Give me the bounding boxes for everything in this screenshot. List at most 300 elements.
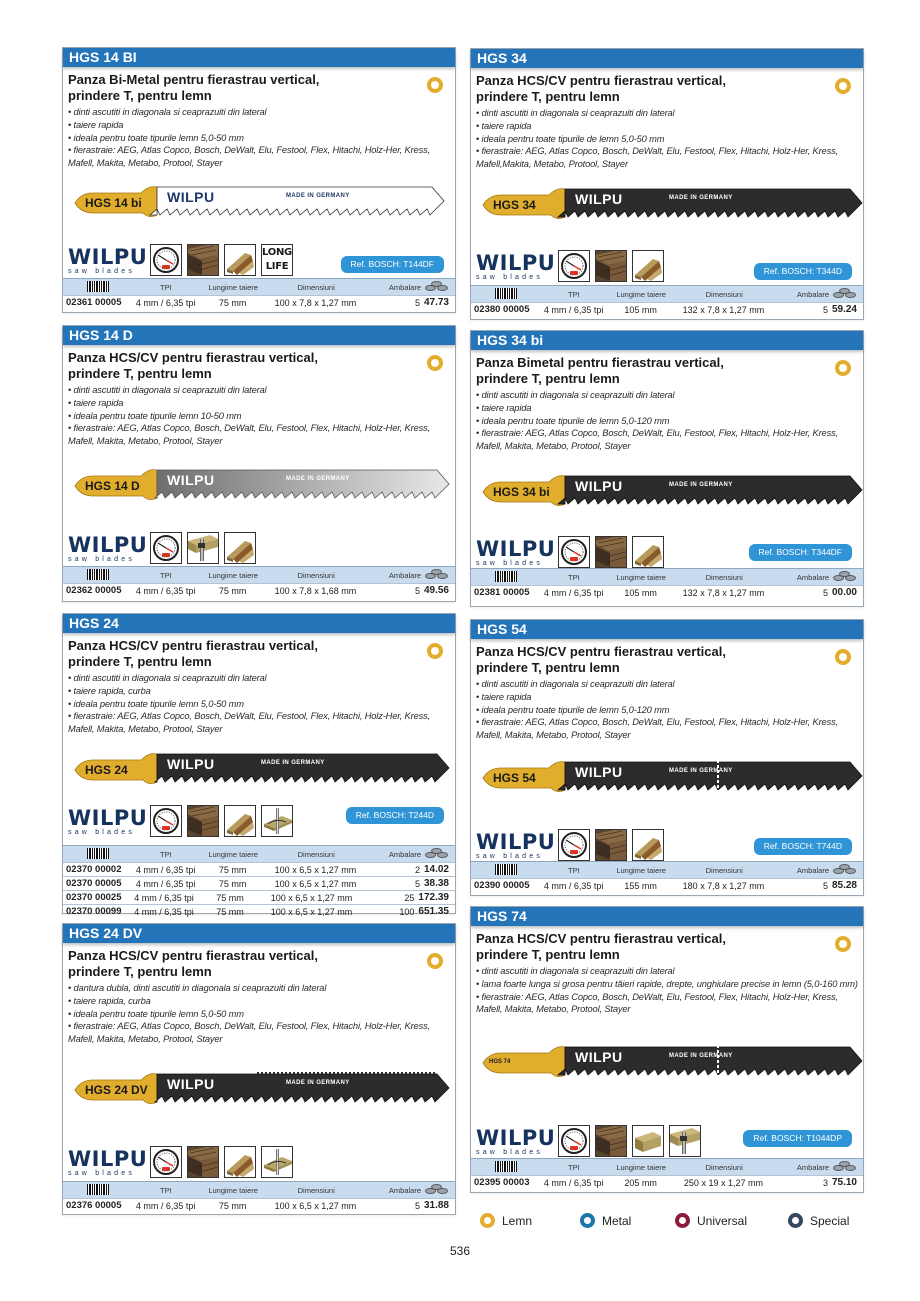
blade-brand-logo: WILPU: [575, 764, 623, 780]
legend-label: Lemn: [502, 1213, 533, 1228]
coins-price-icon: [425, 281, 449, 292]
product-table: [63, 845, 455, 918]
feature-item: • ideala pentru toate tipurile de lemn 5,0-120 mm: [476, 704, 670, 715]
made-in-germany-text: MADE IN GERMANY: [286, 1080, 350, 1086]
curve-icon: [261, 805, 293, 837]
packaging-value: 5: [822, 587, 828, 598]
blade-label: HGS 74: [489, 1059, 511, 1065]
wood-end-icon: [187, 805, 219, 837]
product-title-line-1: Panza HCS/CV pentru fierastrau vertical,: [68, 638, 318, 653]
curve-icon: [261, 1146, 293, 1178]
product-code-header: HGS 34 bi: [471, 331, 863, 350]
feature-list: [476, 389, 858, 453]
product-table: [471, 1158, 863, 1189]
legend-item-lemn: [480, 1213, 532, 1228]
blade-illustration: [479, 187, 864, 223]
feature-item: Mafell, Makita, Metabo, Protool, Stayer: [68, 158, 223, 169]
coins-price-icon: [425, 848, 449, 859]
bosch-reference-badge: Ref. BOSCH: T1044DP: [743, 1130, 852, 1147]
product-title-line-2: prindere T, pentru lemn: [68, 366, 212, 381]
tpi-value: 4 mm / 6,35 tpi: [135, 878, 196, 889]
dimensions-value: 132 x 7,8 x 1,27 mm: [682, 304, 765, 315]
header-length: Lungime taiere: [208, 570, 258, 580]
header-packaging: Ambalare: [796, 865, 830, 875]
feature-item: • fierastraie: AEG, Atlas Copco, Bosch, DeWalt, Elu, Festool, Flex, Hitachi, Holz-Her, Kress,: [68, 423, 430, 434]
feature-list: [68, 106, 450, 170]
legend-label: Universal: [697, 1213, 748, 1228]
table-row: [63, 904, 455, 918]
blade-label: HGS 34: [493, 198, 536, 212]
wilpu-logo: WILPU saw blades: [68, 245, 148, 275]
legend-item-universal: [675, 1213, 747, 1228]
header-length: Lungime taiere: [208, 849, 258, 859]
legend-item-special: [788, 1213, 849, 1228]
header-packaging: Ambalare: [388, 570, 422, 580]
feature-item: • ideala pentru toate tipurile lemn 5,0-50 mm: [68, 1008, 244, 1019]
wilpu-logo: WILPU saw blades: [476, 1126, 556, 1156]
feature-item: • dinti ascutiti in diagonala si ceaprazuiti din lateral: [476, 390, 675, 400]
feature-item: • fierastraie: AEG, Atlas Copco, Bosch, DeWalt, Elu, Festool, Flex, Hitachi, Holz-Her, Kress,: [476, 146, 838, 157]
speed-icon: [558, 536, 590, 568]
feature-icons-row: [68, 1140, 298, 1178]
made-in-germany-text: MADE IN GERMANY: [286, 476, 350, 482]
tpi-value: 4 mm / 6,35 tpi: [135, 864, 196, 875]
feature-item: • taiere rapida, curba: [68, 995, 151, 1006]
product-table: [63, 278, 455, 309]
article-code: 02376 00005: [66, 1200, 122, 1211]
length-value: 105 mm: [624, 304, 657, 315]
tpi-value: 4 mm / 6,35 tpi: [134, 906, 194, 917]
price-value: 31.88: [423, 1200, 449, 1211]
header-length: Lungime taiere: [616, 865, 666, 875]
feature-list: [476, 678, 858, 742]
price-value: 172.39: [418, 892, 449, 903]
blade-illustration: [71, 1072, 451, 1108]
price-value: 85.28: [831, 880, 857, 891]
tpi-value: 4 mm / 6,35 tpi: [543, 587, 604, 598]
product-title-line-2: prindere T, pentru lemn: [476, 371, 620, 386]
tpi-value: 4 mm / 6,35 tpi: [543, 880, 604, 891]
jig-icon: [669, 1125, 701, 1157]
packaging-value: 5: [414, 878, 420, 889]
blade-illustration: [71, 185, 446, 221]
blade-brand-logo: WILPU: [575, 191, 623, 207]
article-code: 02381 00005: [474, 587, 530, 598]
table-row: [63, 1198, 455, 1212]
blade-label: HGS 24 DV: [85, 1083, 148, 1097]
price-value: 14.02: [423, 864, 449, 875]
table-row: [63, 295, 455, 309]
feature-item: • dinti ascutiti in diagonala si ceaprazuiti din lateral: [68, 107, 267, 117]
feature-item: • dinti ascutiti in diagonala si ceaprazuiti din lateral: [476, 108, 675, 118]
article-code: 02362 00005: [66, 585, 122, 596]
product-code-header: HGS 54: [471, 620, 863, 639]
header-dimensions: Dimensiuni: [297, 570, 335, 580]
feature-item: • ideala pentru toate tipurile lemn 10-50 mm: [68, 410, 242, 421]
feature-item: • taiere rapida: [476, 120, 532, 131]
table-header: [471, 861, 863, 878]
barcode-icon: [495, 1161, 517, 1172]
blade-brand-logo: WILPU: [167, 1076, 215, 1092]
header-tpi: TPI: [160, 570, 172, 580]
feature-list: [68, 672, 450, 736]
coins-price-icon: [833, 288, 857, 299]
feature-item: • dinti ascutiti in diagonala si ceaprazuiti din lateral: [68, 673, 267, 683]
wood-end-icon: [187, 244, 219, 276]
wood-type-ring-icon: [427, 77, 443, 93]
table-row: [63, 876, 455, 890]
feature-item: • taiere rapida: [68, 397, 124, 408]
coins-price-icon: [833, 1161, 857, 1172]
wood-type-ring-icon: [427, 355, 443, 371]
wilpu-logo: WILPU saw blades: [68, 1147, 148, 1177]
product-card-hgs34: [470, 48, 864, 320]
product-title-line-1: Panza Bimetal pentru fierastrau vertical,: [476, 355, 724, 370]
wood-bars-icon: [224, 532, 256, 564]
feature-item: • ideala pentru toate tipurile de lemn 5,0-50 mm: [476, 133, 665, 144]
product-title-line-1: Panza HCS/CV pentru fierastrau vertical,: [68, 948, 318, 963]
article-code: 02361 00005: [66, 297, 122, 308]
ring-icon-lemn: [480, 1213, 495, 1228]
header-length: Lungime taiere: [616, 1162, 666, 1172]
blade-brand-logo: WILPU: [167, 756, 215, 772]
product-title-line-1: Panza HCS/CV pentru fierastrau vertical,: [476, 931, 726, 946]
length-value: 105 mm: [624, 587, 657, 598]
product-card-hgs24: [62, 613, 456, 917]
header-length: Lungime taiere: [208, 282, 258, 292]
wood-bars-icon: [224, 1146, 256, 1178]
article-code: 02380 00005: [474, 304, 530, 315]
packaging-value: 3: [822, 1177, 828, 1188]
wood-bars-icon: [632, 536, 664, 568]
wood-end-icon: [187, 1146, 219, 1178]
wood-end-icon: [595, 1125, 627, 1157]
product-table: [471, 285, 863, 316]
price-value: 38.38: [423, 878, 449, 889]
price-value: 59.24: [831, 304, 857, 315]
feature-item: Mafell,Makita, Metabo, Protool, Stayer: [476, 159, 628, 170]
bosch-reference-badge: Ref. BOSCH: T144DF: [341, 256, 444, 273]
header-dimensions: Dimensiuni: [297, 849, 335, 859]
product-title-line-2: prindere T, pentru lemn: [68, 654, 212, 669]
blade-illustration: [71, 752, 451, 788]
product-title-line-1: Panza Bi-Metal pentru fierastrau vertical,: [68, 72, 320, 87]
article-code: 02395 00003: [474, 1177, 530, 1188]
wood-bars-icon: [632, 829, 664, 861]
product-title-line-2: prindere T, pentru lemn: [476, 660, 620, 675]
feature-item: • fierastraie: AEG, Atlas Copco, Bosch, DeWalt, Elu, Festool, Flex, Hitachi, Holz-Her, Kress,: [68, 145, 430, 156]
article-code: 02370 00099: [66, 906, 122, 917]
product-title-line-2: prindere T, pentru lemn: [476, 89, 620, 104]
legend-label: Special: [810, 1213, 850, 1228]
header-dimensions: Dimensiuni: [705, 289, 743, 299]
feature-item: Mafell, Makita, Metabo, Protool, Stayer: [68, 1034, 223, 1045]
wilpu-logo: WILPU saw blades: [476, 537, 556, 567]
feature-item: Mafell, Makita, Metabo, Protool, Stayer: [476, 730, 631, 741]
made-in-germany-text: MADE IN GERMANY: [669, 195, 733, 201]
barcode-icon: [87, 281, 109, 292]
price-value: 00.00: [831, 587, 857, 598]
feature-item: Mafell, Makita, Metabo, Protool, Stayer: [68, 436, 223, 447]
tpi-value: 4 mm / 6,35 tpi: [134, 892, 194, 903]
feature-item: Mafell, Makita, Metabo, Protool, Stayer: [476, 441, 631, 452]
dimensions-value: 250 x 19 x 1,27 mm: [683, 1177, 763, 1188]
length-value: 75 mm: [218, 297, 247, 308]
feature-icons-row: [476, 530, 669, 568]
barcode-icon: [495, 864, 517, 875]
product-table: [471, 568, 863, 599]
table-header: [63, 278, 455, 295]
packaging-value: 5: [414, 585, 420, 596]
feature-item: • dinti ascutiti in diagonala si ceaprazuiti din lateral: [476, 679, 675, 689]
length-value: 75 mm: [216, 906, 244, 917]
coins-price-icon: [425, 569, 449, 580]
packaging-value: 100: [399, 906, 415, 917]
header-dimensions: Dimensiuni: [297, 1185, 335, 1195]
product-code-header: HGS 24 DV: [63, 924, 455, 943]
feature-item: • fierastraie: AEG, Atlas Copco, Bosch, DeWalt, Elu, Festool, Flex, Hitachi, Holz-Her, Kress,: [68, 1021, 430, 1032]
product-title-line-2: prindere T, pentru lemn: [476, 947, 620, 962]
feature-item: • taiere rapida: [68, 119, 124, 130]
speed-icon: [150, 532, 182, 564]
length-value: 75 mm: [218, 878, 247, 889]
legend-item-metal: [580, 1213, 631, 1228]
table-row: [63, 862, 455, 876]
product-title-line-2: prindere T, pentru lemn: [68, 964, 212, 979]
article-code: 02390 00005: [474, 880, 530, 891]
feature-item: • ideala pentru toate tipurile de lemn 5,0-120 mm: [476, 415, 670, 426]
product-code-header: HGS 74: [471, 907, 863, 926]
product-card-hgs14d: [62, 325, 456, 602]
wilpu-logo: WILPU saw blades: [68, 806, 148, 836]
feature-icons-row: [476, 1119, 706, 1157]
product-table: [471, 861, 863, 892]
speed-icon: [150, 244, 182, 276]
table-header: [471, 568, 863, 585]
coins-price-icon: [425, 1184, 449, 1195]
table-header: [471, 285, 863, 302]
blade-label: HGS 34 bi: [493, 485, 550, 499]
length-value: 75 mm: [218, 1200, 247, 1211]
blade-brand-logo: WILPU: [167, 472, 215, 488]
made-in-germany-text: MADE IN GERMANY: [669, 768, 733, 774]
dimensions-value: 100 x 7,8 x 1,27 mm: [274, 297, 357, 308]
wood-type-ring-icon: [835, 936, 851, 952]
table-row: [63, 890, 455, 904]
coins-price-icon: [833, 864, 857, 875]
header-packaging: Ambalare: [388, 1185, 422, 1195]
length-value: 75 mm: [218, 864, 247, 875]
feature-item: • fierastraie: AEG, Atlas Copco, Bosch, DeWalt, Elu, Festool, Flex, Hitachi, Holz-Her, Kress,: [68, 711, 430, 722]
header-packaging: Ambalare: [796, 572, 830, 582]
product-code-header: HGS 34: [471, 49, 863, 68]
dimensions-value: 100 x 6,5 x 1,27 mm: [274, 1200, 357, 1211]
barcode-icon: [495, 288, 517, 299]
header-dimensions: Dimensiuni: [705, 572, 743, 582]
made-in-germany-text: MADE IN GERMANY: [669, 482, 733, 488]
made-in-germany-text: MADE IN GERMANY: [261, 760, 325, 766]
product-code-header: HGS 14 BI: [63, 48, 455, 67]
feature-item: Mafell, Makita, Metabo, Protool, Stayer: [68, 724, 223, 735]
header-tpi: TPI: [160, 1185, 172, 1195]
bosch-reference-badge: Ref. BOSCH: T344D: [754, 263, 852, 280]
long-life-icon: LONG LIFE: [261, 244, 293, 276]
wood-type-ring-icon: [427, 643, 443, 659]
price-value: 49.56: [423, 585, 449, 596]
header-tpi: TPI: [568, 289, 580, 299]
barcode-icon: [87, 569, 109, 580]
feature-item: Mafell, Makita, Metabo, Protool, Stayer: [476, 1004, 631, 1015]
article-code: 02370 00002: [66, 864, 122, 875]
material-legend: [480, 1213, 870, 1233]
feature-list: [68, 384, 450, 448]
coins-price-icon: [833, 571, 857, 582]
feature-list: [68, 982, 450, 1046]
product-title-line-1: Panza HCS/CV pentru fierastrau vertical,: [68, 350, 318, 365]
header-tpi: TPI: [568, 1162, 580, 1172]
made-in-germany-text: MADE IN GERMANY: [669, 1053, 733, 1059]
blade-label: HGS 14 bi: [85, 196, 142, 210]
wilpu-logo: WILPU saw blades: [476, 251, 556, 281]
article-code: 02370 00025: [66, 892, 122, 903]
header-length: Lungime taiere: [616, 572, 666, 582]
price-value: 75.10: [831, 1177, 857, 1188]
length-value: 155 mm: [624, 880, 657, 891]
feature-icons-row: [68, 799, 298, 837]
wood-end-icon: [595, 829, 627, 861]
packaging-value: 5: [822, 880, 828, 891]
speed-icon: [150, 805, 182, 837]
wood-type-ring-icon: [835, 78, 851, 94]
bosch-reference-badge: Ref. BOSCH: T344DF: [749, 544, 852, 561]
table-row: [471, 302, 863, 316]
length-value: 75 mm: [216, 892, 244, 903]
barcode-icon: [495, 571, 517, 582]
speed-icon: [558, 829, 590, 861]
wood-end-icon: [595, 250, 627, 282]
product-card-hgs34bi: [470, 330, 864, 607]
wood-type-ring-icon: [835, 649, 851, 665]
header-tpi: TPI: [568, 572, 580, 582]
table-header: [63, 566, 455, 583]
product-code-header: HGS 24: [63, 614, 455, 633]
blade-label: HGS 24: [85, 763, 128, 777]
tpi-value: 4 mm / 6,35 tpi: [135, 585, 196, 596]
feature-item: • taiere rapida: [476, 402, 532, 413]
packaging-value: 25: [404, 892, 415, 903]
table-header: [63, 845, 455, 862]
dimensions-value: 100 x 6,5 x 1,27 mm: [274, 864, 357, 875]
table-row: [471, 878, 863, 892]
feature-item: • fierastraie: AEG, Atlas Copco, Bosch, DeWalt, Elu, Festool, Flex, Hitachi, Holz-Her, Kress,: [476, 428, 838, 439]
plank-icon: [632, 1125, 664, 1157]
header-packaging: Ambalare: [796, 289, 830, 299]
feature-icons-row: [68, 526, 261, 564]
page-number: 536: [449, 1244, 471, 1258]
barcode-icon: [87, 1184, 109, 1195]
product-card-hgs14bi: [62, 47, 456, 313]
speed-icon: [558, 250, 590, 282]
blade-illustration: [479, 1045, 864, 1081]
wilpu-logo: WILPU saw blades: [68, 533, 148, 563]
tpi-value: 4 mm / 6,35 tpi: [543, 304, 604, 315]
length-value: 205 mm: [624, 1177, 657, 1188]
feature-item: • dantura dubla, dinti ascutiti in diagonala si ceaprazuiti din lateral: [68, 983, 327, 993]
made-in-germany-text: MADE IN GERMANY: [286, 193, 350, 199]
wood-bars-icon: [632, 250, 664, 282]
feature-item: • fierastraie: AEG, Atlas Copco, Bosch, DeWalt, Elu, Festool, Flex, Hitachi, Holz-Her, Kress,: [476, 717, 838, 728]
dimensions-value: 180 x 7,8 x 1,27 mm: [682, 880, 765, 891]
wilpu-logo: WILPU saw blades: [476, 830, 556, 860]
product-card-hgs54: [470, 619, 864, 896]
blade-brand-logo: WILPU: [575, 1049, 623, 1065]
product-title-line-2: prindere T, pentru lemn: [68, 88, 212, 103]
feature-list: [476, 965, 858, 1016]
product-title-line-1: Panza HCS/CV pentru fierastrau vertical,: [476, 73, 726, 88]
feature-item: • lama foarte lunga si grosa pentru tăieri rapide, drepte, unghiulare precise in lemn (5,0-160 mm): [476, 978, 858, 989]
feature-icons-row: [476, 244, 669, 282]
feature-item: • taiere rapida, curba: [68, 685, 151, 696]
feature-item: • ideala pentru toate tipurile lemn 5,0-50 mm: [68, 132, 244, 143]
header-packaging: Ambalare: [388, 849, 422, 859]
blade-illustration: [479, 474, 864, 510]
feature-list: [476, 107, 858, 171]
packaging-value: 5: [414, 1200, 420, 1211]
tpi-value: 4 mm / 6,35 tpi: [543, 1177, 604, 1188]
blade-illustration: [479, 760, 864, 796]
table-row: [471, 585, 863, 599]
feature-item: • dinti ascutiti in diagonala si ceaprazuiti din lateral: [476, 966, 675, 976]
packaging-value: 2: [414, 864, 420, 875]
ring-icon-universal: [675, 1213, 690, 1228]
wood-end-icon: [595, 536, 627, 568]
header-dimensions: Dimensiuni: [705, 865, 743, 875]
wood-bars-icon: [224, 244, 256, 276]
wood-type-ring-icon: [835, 360, 851, 376]
dimensions-value: 100 x 6,5 x 1,27 mm: [274, 878, 357, 889]
header-tpi: TPI: [160, 849, 172, 859]
product-code-header: HGS 14 D: [63, 326, 455, 345]
barcode-icon: [87, 848, 109, 859]
tpi-value: 4 mm / 6,35 tpi: [135, 1200, 196, 1211]
speed-icon: [150, 1146, 182, 1178]
feature-icons-row: [476, 823, 669, 861]
wood-type-ring-icon: [427, 953, 443, 969]
article-code: 02370 00005: [66, 878, 122, 889]
feature-item: • taiere rapida: [476, 691, 532, 702]
bosch-reference-badge: Ref. BOSCH: T244D: [346, 807, 444, 824]
feature-item: • ideala pentru toate tipurile lemn 5,0-50 mm: [68, 698, 244, 709]
bosch-reference-badge: Ref. BOSCH: T744D: [754, 838, 852, 855]
feature-item: • fierastraie: AEG, Atlas Copco, Bosch, DeWalt, Elu, Festool, Flex, Hitachi, Holz-Her, Kress,: [476, 991, 838, 1002]
blade-label: HGS 54: [493, 771, 536, 785]
length-value: 75 mm: [218, 585, 247, 596]
header-packaging: Ambalare: [796, 1162, 830, 1172]
blade-illustration: [71, 468, 451, 504]
feature-item: • dinti ascutiti in diagonala si ceaprazuiti din lateral: [68, 385, 267, 395]
table-row: [471, 1175, 863, 1189]
header-length: Lungime taiere: [616, 289, 666, 299]
jig-icon: [187, 532, 219, 564]
header-dimensions: Dimensiuni: [297, 282, 335, 292]
price-value: 47.73: [423, 297, 449, 308]
price-value: 651.35: [418, 906, 449, 917]
table-header: [471, 1158, 863, 1175]
legend-label: Metal: [602, 1213, 632, 1228]
dimensions-value: 100 x 7,8 x 1,68 mm: [274, 585, 357, 596]
blade-brand-logo: WILPU: [575, 478, 623, 494]
blade-label: HGS 14 D: [85, 479, 140, 493]
